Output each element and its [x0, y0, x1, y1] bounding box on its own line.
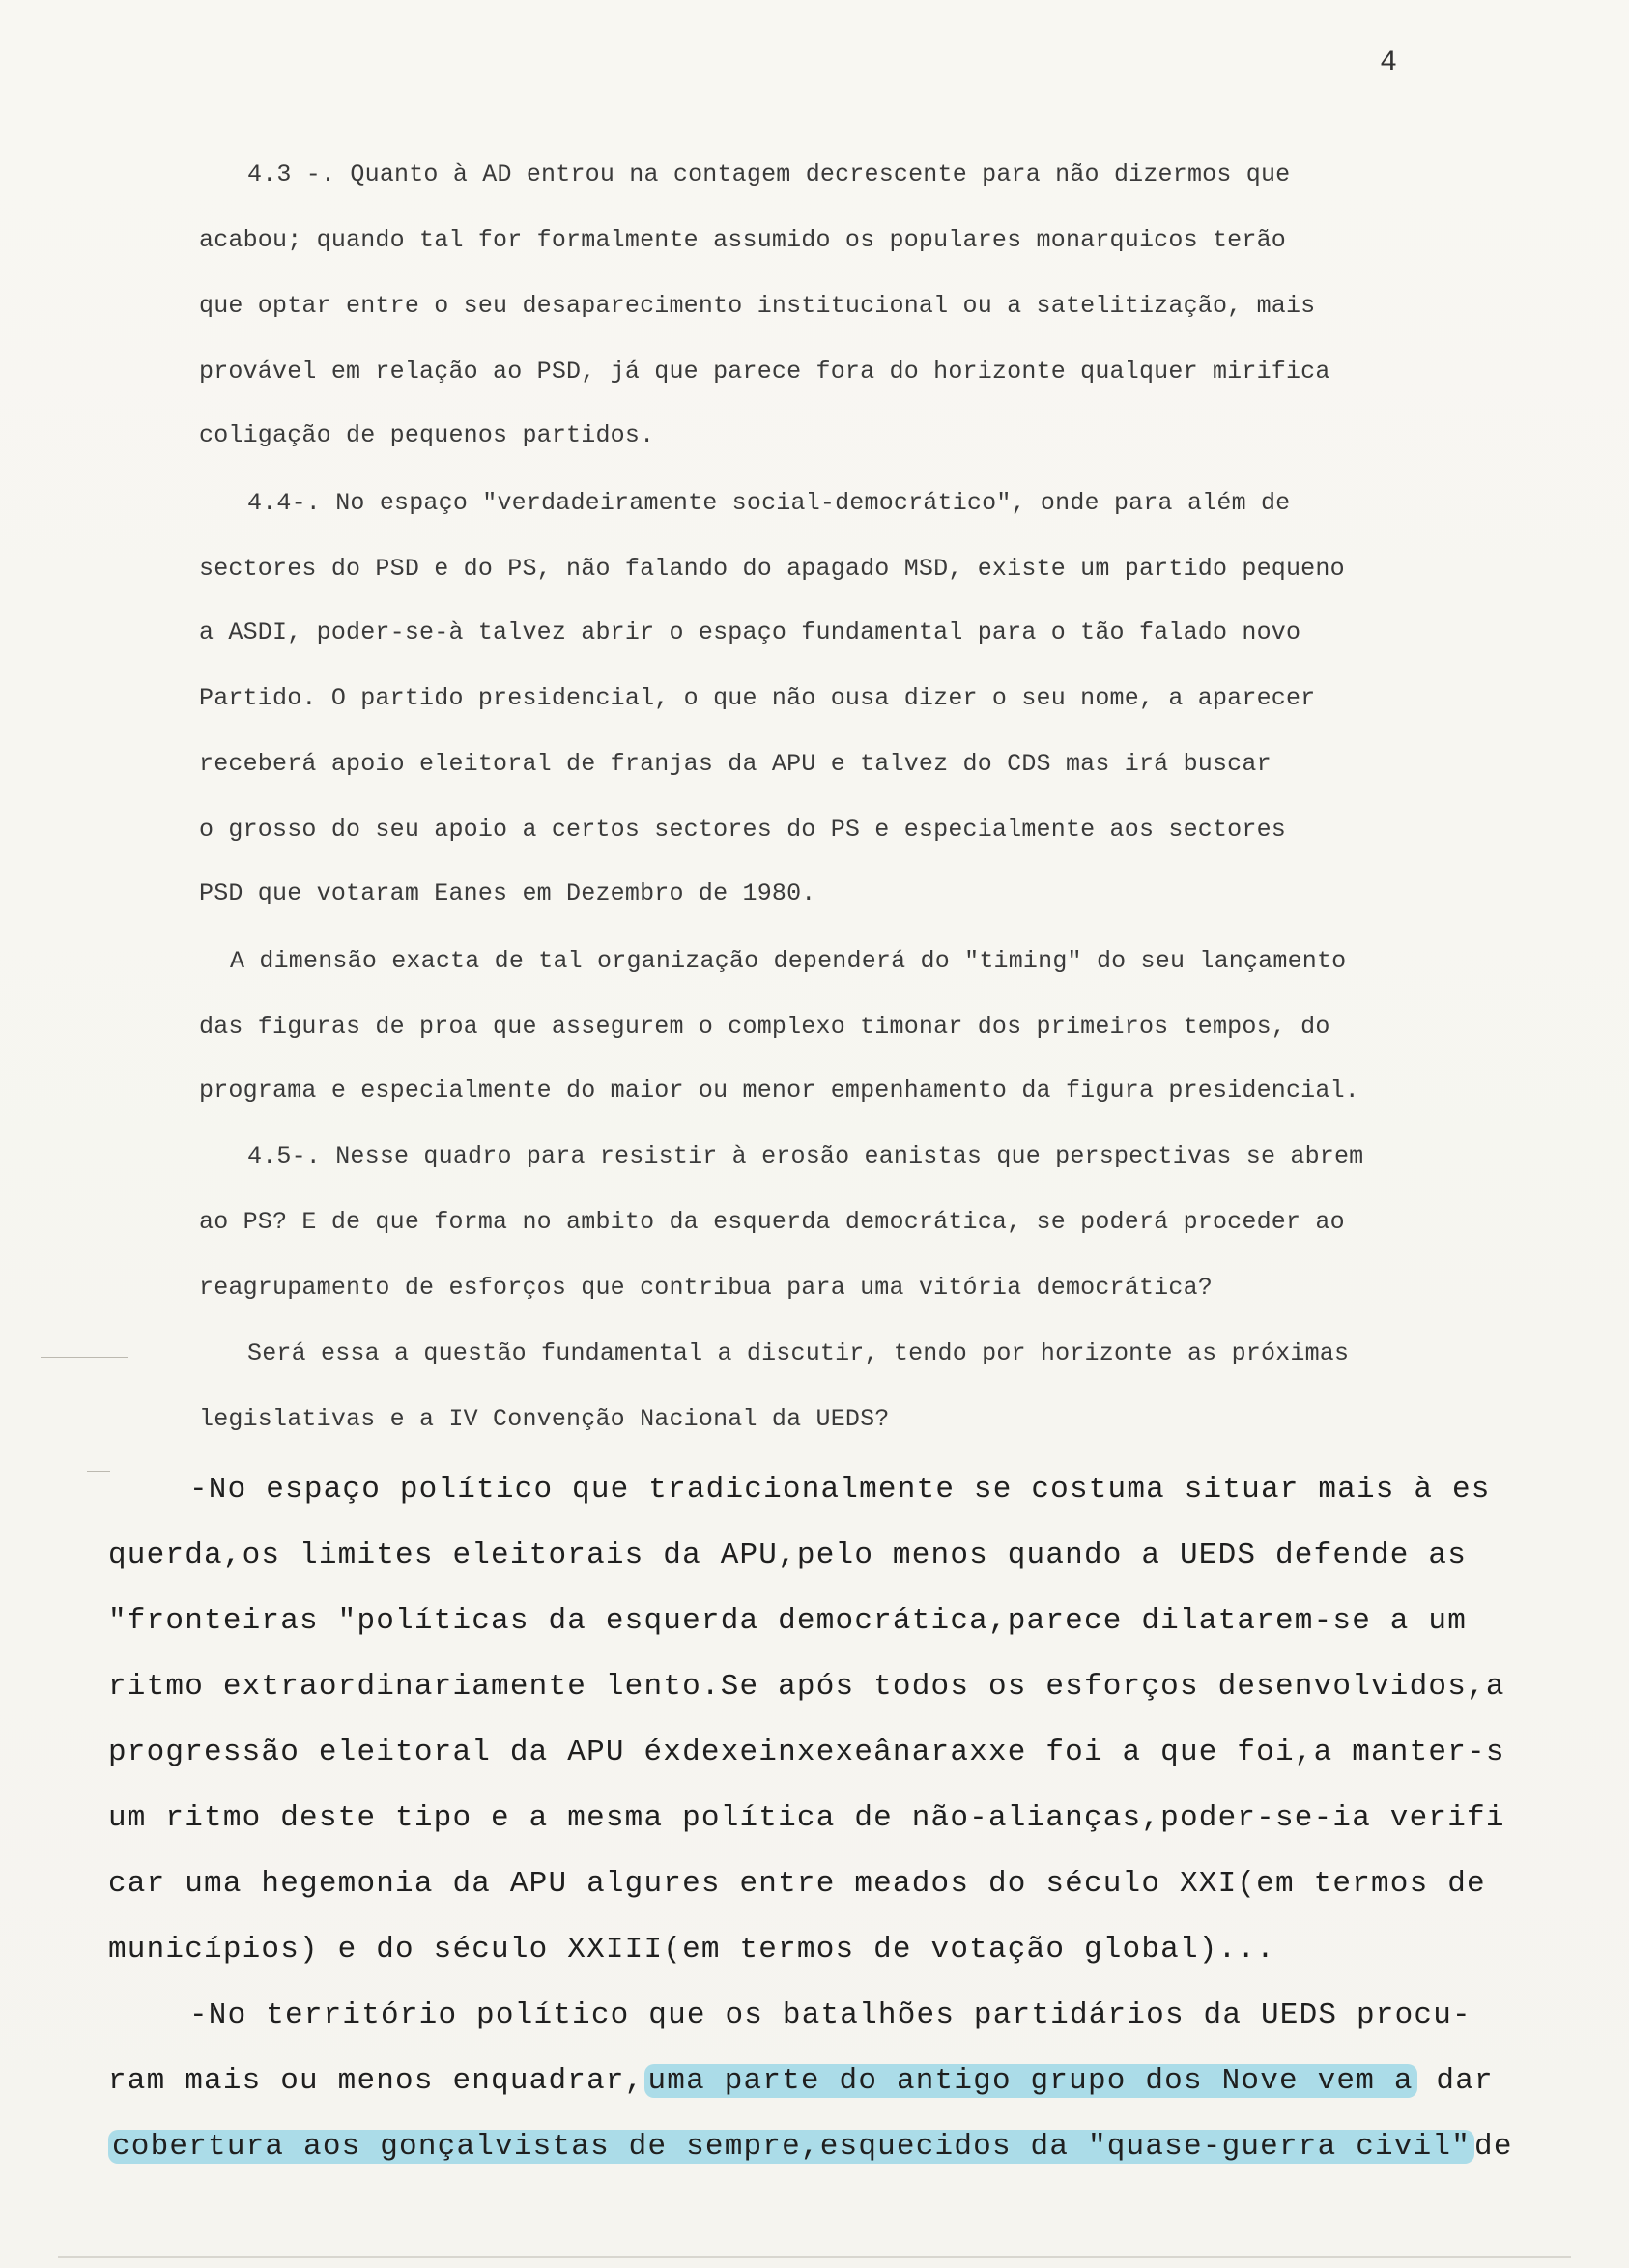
paragraph-4-4-line-2: sectores do PSD e do PS, não falando do apagado MSD, existe um partido pequeno — [199, 555, 1345, 583]
paragraph-espaco-line-6: um ritmo deste tipo e a mesma política de não-alianças,poder-se-ia verifi — [108, 1801, 1505, 1835]
paragraph-4-4-line-3: a ASDI, poder-se-à talvez abrir o espaço fundamental para o tão falado novo — [199, 618, 1301, 646]
paragraph-4-5-line-2: ao PS? E de que forma no ambito da esquerda democrática, se poderá proceder ao — [199, 1208, 1345, 1236]
paragraph-espaco-line-2: querda,os limites eleitorais da APU,pelo menos quando a UEDS defende as — [108, 1538, 1468, 1572]
paragraph-4-4-line-4: Partido. O partido presidencial, o que não ousa dizer o seu nome, a aparecer — [199, 684, 1316, 712]
highlighted-text: cobertura aos gonçalvistas de sempre,esquecidos da "quase-guerra civil" — [108, 2130, 1474, 2164]
paragraph-territorio-line-1: -No território político que os batalhões partidários da UEDS procu- — [189, 1998, 1472, 2032]
line-2-suffix: dar — [1416, 2064, 1494, 2098]
paragraph-espaco-line-5: progressão eleitoral da APU éxdexeinxexeânaraxxe foi a que foi,a manter-s — [108, 1736, 1505, 1769]
paragraph-territorio-line-3 — [108, 2130, 1577, 2164]
paragraph-espaco-line-1: -No espaço político que tradicionalmente se costuma situar mais à es — [189, 1473, 1491, 1507]
paragraph-4-4-line-6: o grosso do seu apoio a certos sectores do PS e especialmente aos sectores — [199, 816, 1286, 844]
paragraph-4-4-line-5: receberá apoio eleitoral de franjas da APU e talvez do CDS mas irá buscar — [199, 750, 1272, 778]
paragraph-4-3-line-4: provável em relação ao PSD, já que parece fora do horizonte qualquer mirifica — [199, 358, 1330, 386]
paragraph-sera-line-2: legislativas e a IV Convenção Nacional da UEDS? — [199, 1405, 890, 1433]
paragraph-4-3-line-1: 4.3 -. Quanto à AD entrou na contagem decrescente para não dizermos que — [247, 160, 1291, 188]
paragraph-espaco-line-4: ritmo extraordinariamente lento.Se após todos os esforços desenvolvidos,a — [108, 1670, 1505, 1704]
line-3-suffix: de — [1474, 2130, 1513, 2164]
page-number: 4 — [1380, 46, 1398, 79]
paragraph-espaco-line-7: car uma hegemonia da APU algures entre meados do século XXI(em termos de — [108, 1867, 1486, 1901]
paragraph-4-3-line-5: coligação de pequenos partidos. — [199, 421, 655, 449]
paragraph-sera-line-1: Será essa a questão fundamental a discutir, tendo por horizonte as próximas — [247, 1339, 1350, 1367]
paragraph-4-5-line-3: reagrupamento de esforços que contribua para uma vitória democrática? — [199, 1274, 1213, 1302]
paragraph-dimensao-line-1: A dimensão exacta de tal organização dependerá do "timing" do seu lançamento — [230, 947, 1347, 975]
paragraph-4-5-line-1: 4.5-. Nesse quadro para resistir à erosão eanistas que perspectivas se abrem — [247, 1142, 1364, 1170]
paragraph-4-4-line-1: 4.4-. No espaço "verdadeiramente social-democrático", onde para além de — [247, 489, 1291, 517]
page-bottom-edge — [58, 2256, 1571, 2258]
paragraph-4-3-line-2: acabou; quando tal for formalmente assumido os populares monarquicos terão — [199, 226, 1286, 254]
scan-mark — [87, 1471, 110, 1472]
scan-mark — [41, 1357, 128, 1358]
paragraph-territorio-line-2 — [108, 2064, 1577, 2098]
highlighted-text: uma parte do antigo grupo dos Nove vem a — [644, 2064, 1417, 2098]
paragraph-4-3-line-3: que optar entre o seu desaparecimento institucional ou a satelitização, mais — [199, 292, 1316, 320]
paragraph-4-4-line-7: PSD que votaram Eanes em Dezembro de 1980. — [199, 879, 816, 907]
paragraph-espaco-line-3: "fronteiras "políticas da esquerda democrática,parece dilatarem-se a um — [108, 1604, 1468, 1638]
line-2-prefix: ram mais ou menos enquadrar, — [108, 2064, 644, 2098]
paragraph-dimensao-line-3: programa e especialmente do maior ou menor empenhamento da figura presidencial. — [199, 1077, 1359, 1105]
paragraph-espaco-line-8: municípios) e do século XXIII(em termos de votação global)... — [108, 1933, 1275, 1967]
paragraph-dimensao-line-2: das figuras de proa que assegurem o complexo timonar dos primeiros tempos, do — [199, 1013, 1330, 1041]
